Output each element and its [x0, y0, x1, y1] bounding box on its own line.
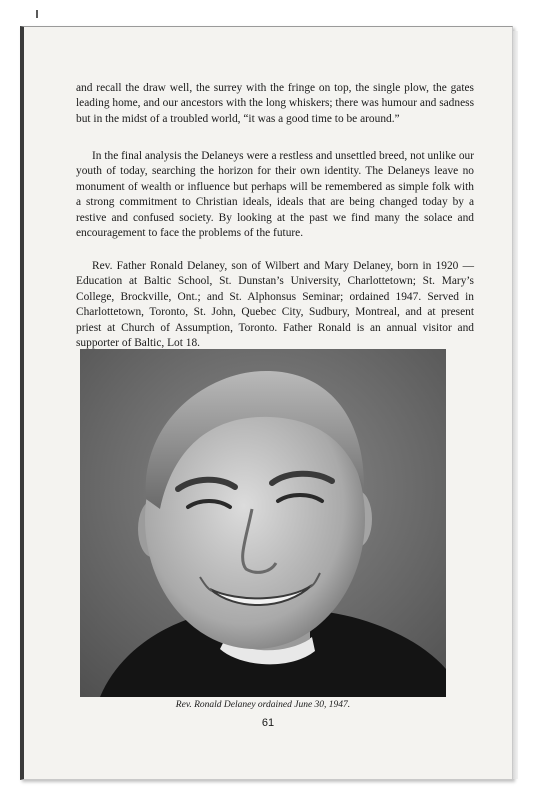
- portrait-photo: [80, 349, 446, 697]
- book-page: [20, 26, 513, 780]
- scan-mark: [36, 10, 38, 18]
- paragraph-text: In the final analysis the Delaneys were a restless and unsettled breed, not unlike our youth of today, searching the horizon for their own identity. The Delaneys leave no monument of wealth or influence but perhaps will be remembered as simple folk with a strong commitment to Christian ideals, ideals that are being changed today by a restive and confused society. By looking at the past we find many the solace and encouragement to face the problems of the future.: [76, 150, 474, 240]
- paragraph-final-analysis: [76, 149, 474, 241]
- paragraph-text: and recall the draw well, the surrey with the fringe on top, the single plow, the gates leading home, and our ancestors with the long whiskers; there was humour and sadness but in the midst of a troubled world, “it was a good time to be around.”: [76, 82, 474, 125]
- paragraph-text: Rev. Father Ronald Delaney, son of Wilbert and Mary Delaney, born in 1920 — Education at Baltic School, St. Dunstan’s University, Charlottetown; St. Mary’s College, Brockville, Ont.; and St. Alphonsus Seminar; ordained 1947. Served in Charlottetown, Toronto, St. John, Quebec City, Sudbury, Montreal, and at present priest at Church of Assumption, Toronto. Father Ronald is an annual visitor and supporter of Baltic, Lot 18.: [76, 260, 474, 350]
- portrait-illustration: [80, 349, 446, 697]
- paragraph-father-ronald-bio: [76, 259, 474, 351]
- page-number: 61: [261, 717, 275, 729]
- paragraph-recollection: [76, 81, 474, 127]
- photo-caption: Rev. Ronald Delaney ordained June 30, 1947.: [175, 700, 351, 710]
